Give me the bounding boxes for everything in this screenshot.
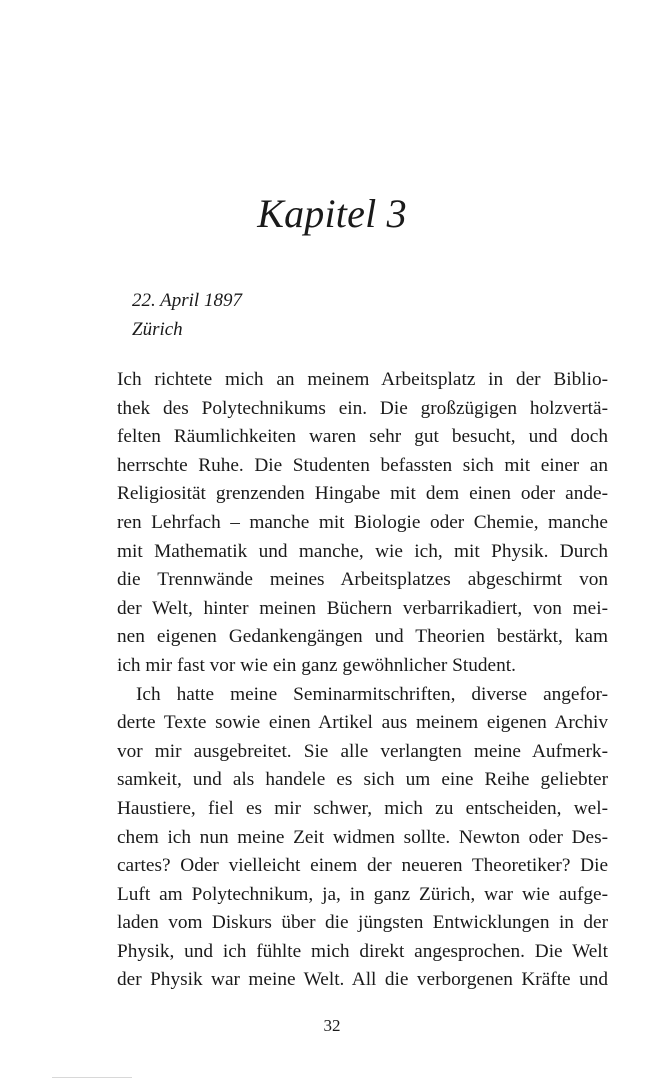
text-line: laden vom Diskurs über die jüngsten Entwicklungen in der [117, 912, 608, 934]
page-edge-mark [52, 1077, 132, 1078]
dateline-date: 22. April 1897 [132, 290, 242, 311]
text-line: chem ich nun meine Zeit widmen sollte. Newton oder Des- [117, 826, 608, 848]
text-line: ich mir fast vor wie ein ganz gewöhnlicher Student. [117, 654, 516, 676]
dateline-place: Zürich [132, 319, 183, 340]
text-line: Luft am Polytechnikum, ja, in ganz Zürich, war wie aufge- [117, 883, 608, 905]
text-line: thek des Polytechnikums ein. Die großzügigen holzvertä- [117, 397, 608, 419]
dateline [132, 286, 242, 344]
text-line: felten Räumlichkeiten waren sehr gut besucht, und doch [117, 426, 608, 448]
text-line: Religiosität grenzenden Hingabe mit dem einen oder ande- [117, 483, 608, 505]
text-line: Ich hatte meine Seminarmitschriften, diverse angefor- [136, 683, 608, 705]
text-line: derte Texte sowie einen Artikel aus meinem eigenen Archiv [117, 712, 608, 734]
page-number: 32 [323, 1016, 341, 1035]
text-line: Haustiere, fiel es mir schwer, mich zu entscheiden, wel- [117, 797, 608, 819]
text-line: ren Lehrfach – manche mit Biologie oder Chemie, manche [117, 511, 608, 533]
text-line: samkeit, und als handele es sich um eine Reihe geliebter [117, 769, 608, 791]
text-line: vor mir ausgebreitet. Sie alle verlangten meine Aufmerk- [117, 740, 608, 762]
text-line: Physik, und ich fühlte mich direkt angesprochen. Die Welt [117, 940, 608, 962]
text-line: cartes? Oder vielleicht einem der neueren Theoretiker? Die [117, 855, 608, 877]
text-line: nen eigenen Gedankengängen und Theorien bestärkt, kam [117, 626, 608, 648]
chapter-title: Kapitel 3 [257, 191, 407, 236]
text-line: die Trennwände meines Arbeitsplatzes abgeschirmt von [117, 569, 608, 591]
body-text [117, 366, 608, 995]
text-line: Ich richtete mich an meinem Arbeitsplatz in der Biblio- [117, 369, 608, 390]
text-line: herrschte Ruhe. Die Studenten befassten sich mit einer an [117, 454, 608, 476]
paragraph-1 [117, 366, 608, 681]
text-line: der Physik war meine Welt. All die verborgenen Kräfte und [117, 969, 608, 991]
paragraph-2 [117, 681, 608, 996]
text-line: mit Mathematik und manche, wie ich, mit Physik. Durch [117, 540, 608, 562]
text-line: der Welt, hinter meinen Büchern verbarrikadiert, von mei- [117, 597, 608, 619]
